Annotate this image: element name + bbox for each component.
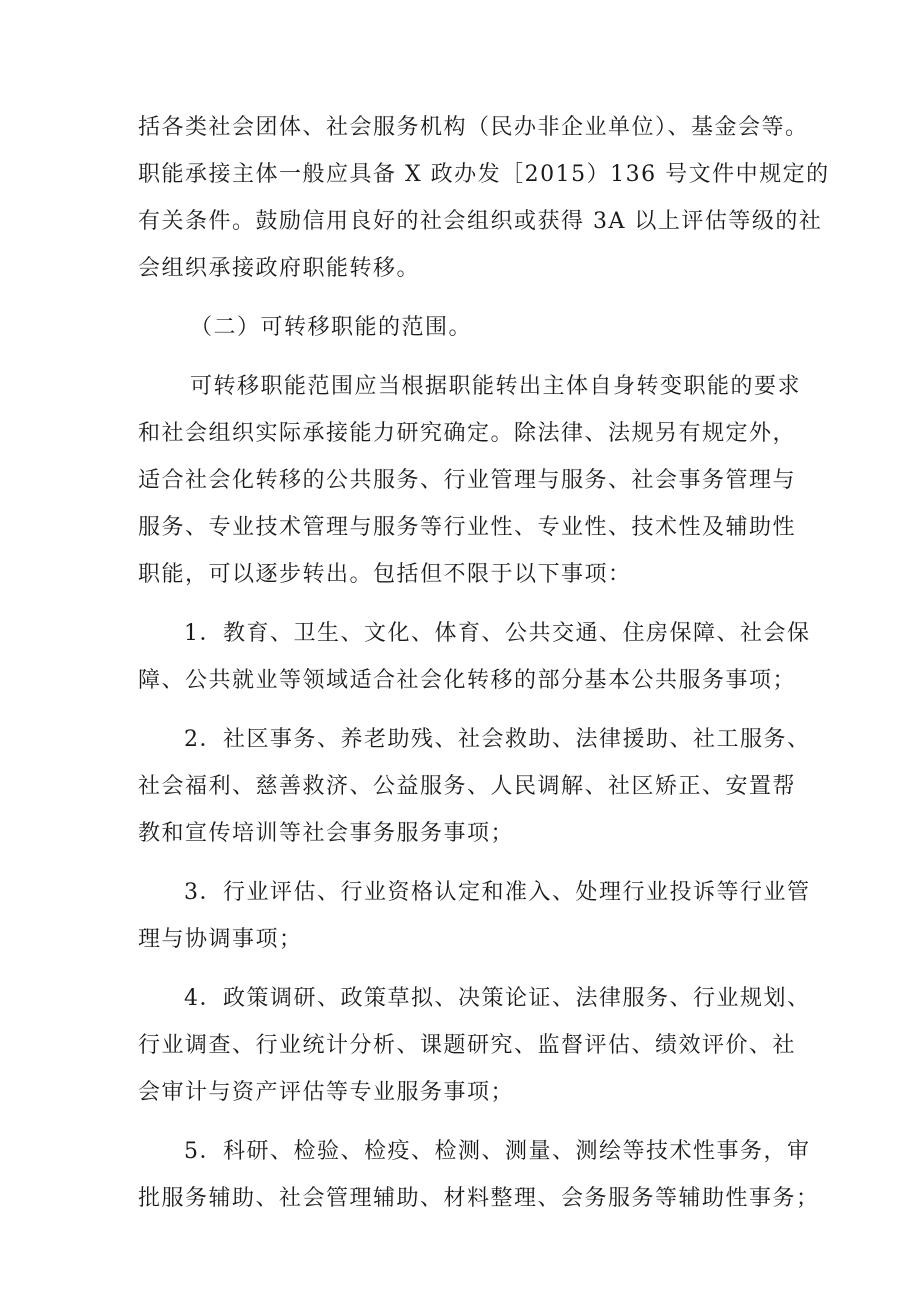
- list-item: [138, 1128, 820, 1222]
- text-line: 4．政策调研、政策草拟、决策论证、法律服务、行业规划、: [184, 986, 811, 1011]
- list-item: [138, 610, 810, 704]
- text-line: 职能，可以逐步转出。包括但不限于以下事项：: [138, 562, 632, 587]
- paragraph-scope: [138, 363, 810, 598]
- text-line: 教和宣传培训等社会事务服务事项；: [138, 821, 515, 846]
- text-line: 有关条件。鼓励信用良好的社会组织或获得 3A 以上评估等级的社: [138, 209, 823, 234]
- text-line: 服务、专业技术管理与服务等行业性、专业性、技术性及辅助性: [138, 515, 797, 540]
- text-line: 和社会组织实际承接能力研究确定。除法律、法规另有规定外，: [138, 421, 797, 446]
- text-line: 批服务辅助、社会管理辅助、材料整理、会务服务等辅助性事务；: [138, 1186, 820, 1211]
- text-line: 2．社区事务、养老助残、社会救助、法律援助、社工服务、: [184, 727, 811, 752]
- list-item: [138, 869, 810, 963]
- text-line: 1．教育、卫生、文化、体育、公共交通、住房保障、社会保: [184, 621, 811, 646]
- text-line: 括各类社会团体、社会服务机构（民办非企业单位）、基金会等。: [138, 115, 809, 140]
- text-line: 会审计与资产评估等专业服务事项；: [138, 1080, 515, 1105]
- text-line: 可转移职能范围应当根据职能转出主体自身转变职能的要求: [190, 374, 802, 399]
- list-item: [138, 975, 810, 1116]
- text-line: 理与协调事项；: [138, 927, 303, 952]
- document-body: [138, 104, 830, 1222]
- section-heading: [138, 304, 810, 351]
- text-line: 会组织承接政府职能转移。: [138, 256, 421, 281]
- text-line: 职能承接主体一般应具备 X 政办发［2015）136 号文件中规定的: [138, 162, 830, 187]
- text-line: 3．行业评估、行业资格认定和准入、处理行业投诉等行业管: [184, 880, 811, 905]
- text-line: 适合社会化转移的公共服务、行业管理与服务、社会事务管理与: [138, 468, 797, 493]
- text-line: 5．科研、检验、检疫、检测、测量、测绘等技术性事务，审: [184, 1139, 811, 1164]
- text-line: 行业调查、行业统计分析、课题研究、监督评估、绩效评价、社: [138, 1033, 797, 1058]
- paragraph-continuation: [138, 104, 830, 292]
- heading-line: （二）可转移职能的范围。: [190, 315, 473, 340]
- text-line: 社会福利、慈善救济、公益服务、人民调解、社区矫正、安置帮: [138, 774, 797, 799]
- list-item: [138, 716, 810, 857]
- text-line: 障、公共就业等领域适合社会化转移的部分基本公共服务事项；: [138, 668, 797, 693]
